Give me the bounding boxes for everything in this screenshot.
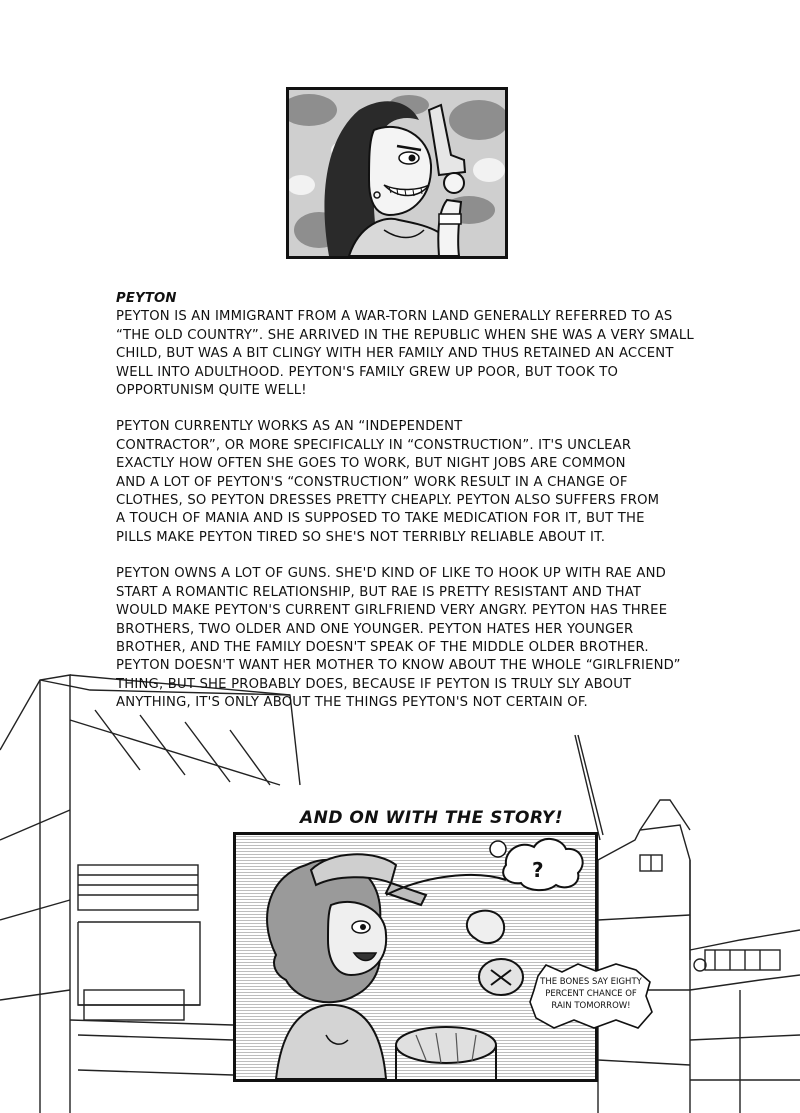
question-mark-icon: ? <box>532 858 544 882</box>
character-name: PEYTON <box>116 291 177 306</box>
story-header: AND ON WITH THE STORY! <box>296 808 567 828</box>
speech-bubble-text: THE BONES SAY EIGHTY PERCENT CHANCE OF RAIN TOMORROW! <box>540 977 642 1011</box>
bio-paragraph: PEYTON IS AN IMMIGRANT FROM A WAR-TORN LAND GENERALLY REFERRED TO AS “THE OLD COUNTRY”. SHE ARRIVED IN THE REPUBLIC WHEN SHE WAS A VERY SMALL CHILD, BUT WAS A BIT CLINGY WITH HER FAMILY AND THUS RETAINED AN ACCENT WELL INTO ADULTHOOD. PEYTON'S FAMILY GREW UP POOR, BUT TOOK TO OPPORTUNISM QUITE WELL! <box>116 309 694 399</box>
bio-paragraph: PEYTON CURRENTLY WORKS AS AN “INDEPENDENT CONTRACTOR”, OR MORE SPECIFICALLY IN “CONSTRUCTION”. IT'S UNCLEAR EXACTLY HOW OFTEN SHE GOES TO WORK, BUT NIGHT JOBS ARE COMMON AND A LOT OF PEYTON'S “CONSTRUCTION” WORK RESULT IN A CHANGE OF CLOTHES, SO PEYTON DRESSES PRETTY CHEAPLY. PEYTON ALSO SUFFERS FROM A TOUCH OF MANIA AND IS SUPPOSED TO TAKE MEDICATION FOR IT, BUT THE PILLS MAKE PEYTON TIRED SO SHE'S NOT TERRIBLY RELIABLE ABOUT IT. <box>116 419 660 545</box>
comic-panel <box>233 832 598 1082</box>
comic-panel-illustration <box>236 835 595 1079</box>
character-portrait-panel <box>286 87 508 259</box>
character-portrait-illustration <box>289 90 505 256</box>
bio-paragraph: PEYTON OWNS A LOT OF GUNS. SHE'D KIND OF LIKE TO HOOK UP WITH RAE AND START A ROMANTIC RELATIONSHIP, BUT RAE IS PRETTY RESISTANT AND THAT WOULD MAKE PEYTON'S CURRENT GIRLFRIEND VERY ANGRY. PEYTON HAS THREE BROTHERS, TWO OLDER AND ONE YOUNGER. PEYTON HATES HER YOUNGER BROTHER, AND THE FAMILY DOESN'T SPEAK OF THE MIDDLE OLDER BROTHER. PEYTON DOESN'T WANT HER MOTHER TO KNOW ABOUT THE WHOLE “GIRLFRIEND” THING, BUT SHE PROBABLY DOES, BECAUSE IF PEYTON IS TRULY SLY ABOUT ANYTHING, IT'S ONLY ABOUT THE THINGS PEYTON'S NOT CERTAIN OF. <box>116 566 681 711</box>
character-bio <box>116 290 696 731</box>
